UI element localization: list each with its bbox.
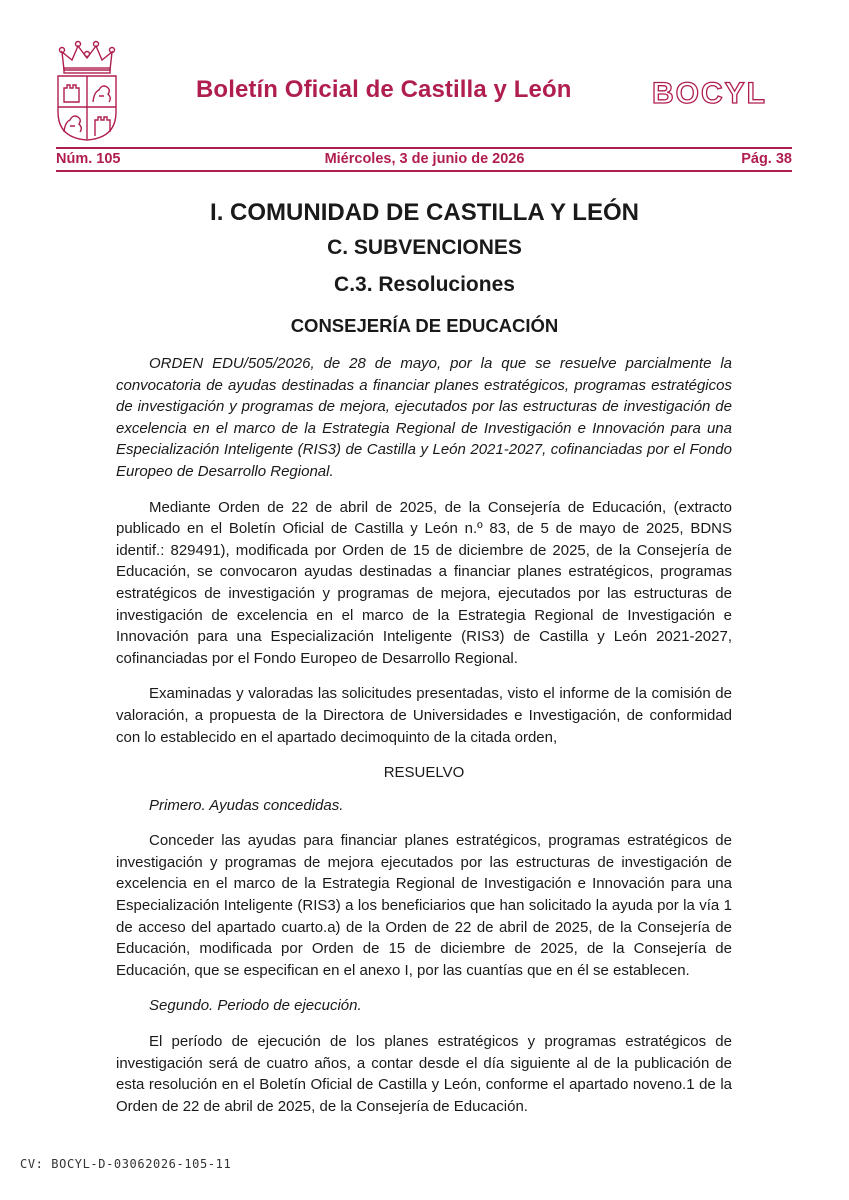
verification-code: CV: BOCYL-D-03062026-105-11 (20, 1157, 232, 1171)
document-body (116, 353, 732, 1131)
second-article-text: El período de ejecución de los planes estratégicos y programas estratégicos de investigación será de cuatro años, a contar desde el día siguiente al de la publicación de esta resolución en el Boletín Oficial de Castilla y León, conforme el apartado noveno.1 de la Orden de 22 de abril de 2025, de la Consejería de Educación. (116, 1033, 732, 1115)
department-heading: CONSEJERÍA DE EDUCACIÓN (290, 315, 559, 336)
resuelvo-heading: RESUELVO (383, 764, 465, 782)
paragraph-background: Mediante Orden de 22 de abril de 2025, de la Consejería de Educación, (extracto publicado en el Boletín Oficial de Castilla y León n.º 83, de 5 de mayo de 2025, BDNS identif.: 829491), modificada por Orden de 15 de diciembre de 2025, de la Consejería de Educación, se convocaron ayudas destinadas a financiar planes estratégicos, programas estratégicos de investigación y programas de mejora, ejecutados por las estructuras de investigación de excelencia en el marco de la Estrategia Regional de Investigación e Innovación para una Especialización Inteligente (RIS3) de Castilla y León 2021-2027, cofinanciadas por el Fondo Europeo de Desarrollo Regional. (116, 498, 732, 667)
bocyl-logo (652, 76, 794, 106)
svg-text:BOCYL: BOCYL (652, 77, 767, 106)
resolutions-heading: C.3. Resoluciones (334, 273, 515, 296)
second-article-heading: Segundo. Periodo de ejecución. (149, 997, 362, 1015)
subsection-heading: C. SUBVENCIONES (327, 236, 522, 259)
section-heading: I. COMUNIDAD DE CASTILLA Y LEÓN (210, 199, 639, 226)
first-article-text: Conceder las ayudas para financiar planes estratégicos, programas estratégicos de investigación y programas de mejora ejecutados por las estructuras de investigación de excelencia en el marco de la Estrategia Regional de Investigación e Innovación para una Especialización Inteligente (RIS3) a los beneficiarios que han solicitado la ayuda por la vía 1 de acceso del apartado cuarto.a) de la Orden de 22 de abril de 2025, de la Consejería de Educación, modificada por Orden de 15 de diciembre de 2025, de la Consejería de Educación, que se especifican en el anexo I, por las cuantías que en él se establecen. (116, 832, 732, 979)
paragraph-evaluation: Examinadas y valoradas las solicitudes presentadas, visto el informe de la comisión de valoración, a propuesta de la Directora de Universidades e Investigación, de conformidad con lo establecido en el apartado decimoquinto de la citada orden, (116, 685, 732, 746)
first-article-heading: Primero. Ayudas concedidas. (149, 796, 344, 814)
header-rule-bottom (56, 170, 792, 172)
header-rule-top (56, 147, 792, 149)
order-summary: ORDEN EDU/505/2026, de 28 de mayo, por la que se resuelve parcialmente la convocatoria de ayudas destinadas a financiar planes estratégicos, programas estratégicos de investigación y programas de mejora, ejecutados por las estructuras de investigación de excelencia en el marco de la Estrategia Regional de Investigación e Innovación para una Especialización Inteligente (RIS3) de Castilla y León 2021-2027, cofinanciadas por el Fondo Europeo de Desarrollo Regional. (116, 355, 732, 480)
section-headings (0, 196, 849, 346)
issue-number: Núm. 105 (56, 151, 121, 167)
page-number: Pág. 38 (741, 151, 792, 167)
coat-of-arms-icon (54, 40, 120, 142)
issue-date: Miércoles, 3 de junio de 2026 (324, 151, 525, 167)
bulletin-title: Boletín Oficial de Castilla y León (196, 76, 572, 103)
